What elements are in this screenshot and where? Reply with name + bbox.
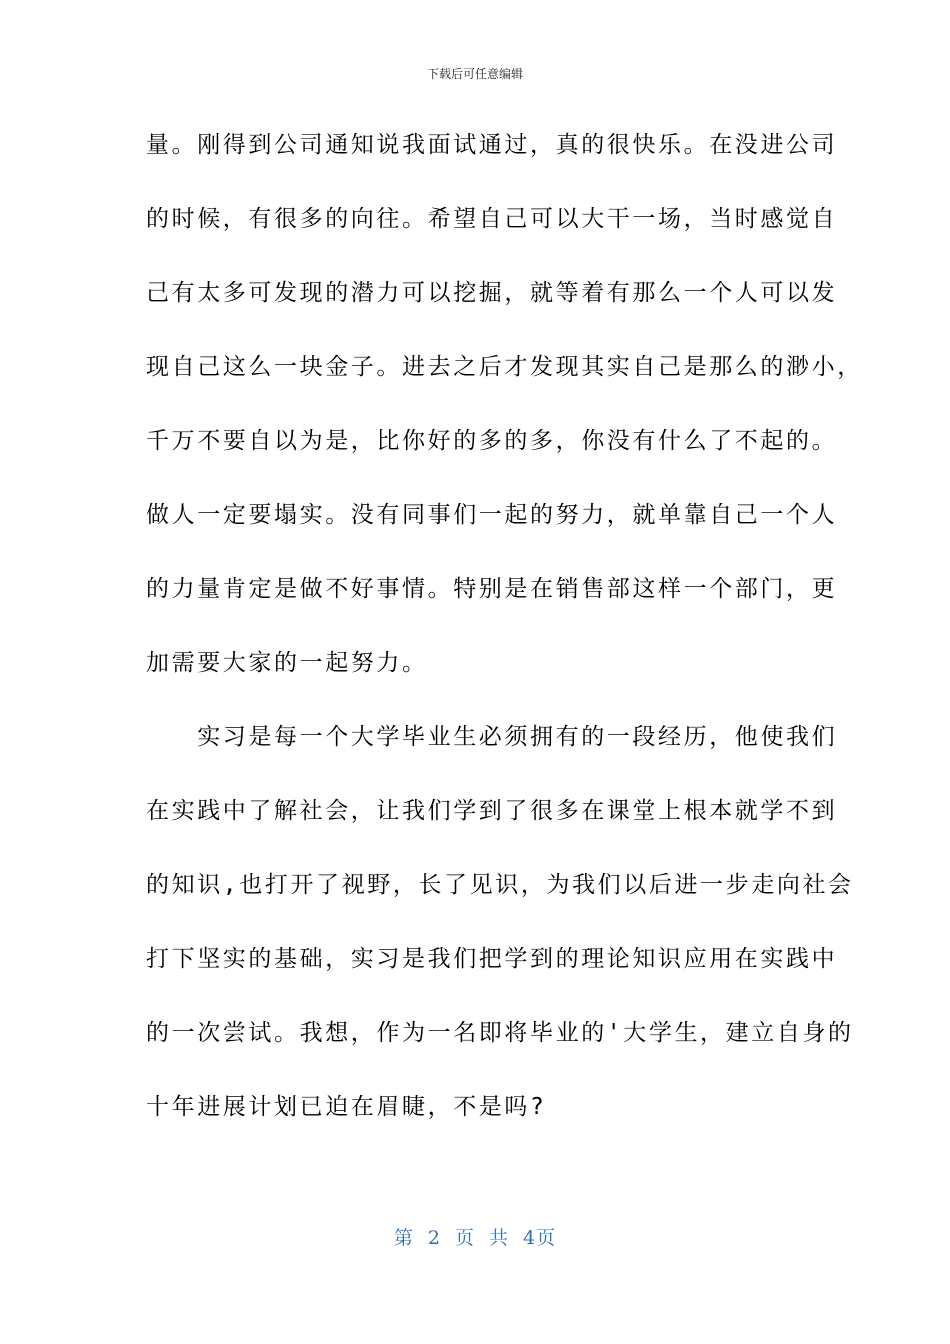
text-line: 的时候，有很多的向往。希望自己可以大干一场，当时感觉自 [146,206,838,232]
text-line: 的一次尝试。我想，作为一名即将毕业的'大学生，建立自身的 [146,1020,854,1046]
text-line: 实习是每一个大学毕业生必须拥有的一段经历，他使我们 [146,724,838,750]
total-label: 共 [489,1227,510,1249]
page-label: 页 [454,1227,475,1249]
text-line: 千万不要自以为是，比你好的多的多，你没有什么了不起的。 [146,428,838,454]
page-header: 下载后可任意编辑 [426,67,523,81]
text-line: 十年进展计划已迫在眉睫，不是吗? [146,1094,547,1120]
body-text [146,108,863,1144]
page-footer [0,1224,950,1252]
page-prefix: 第 [393,1227,414,1249]
text-line: 加需要大家的一起努力。 [146,650,428,676]
text-line: 的力量肯定是做不好事情。特别是在销售部这样一个部门，更 [146,576,838,602]
text-line: 在实践中了解社会，让我们学到了很多在课堂上根本就学不到 [146,798,838,824]
text-line: 的知识,也打开了视野，长了见识，为我们以后进一步走向社会 [146,872,854,898]
text-line: 现自己这么一块金子。进去之后才发现其实自己是那么的渺小， [146,354,863,380]
current-page-number: 2 [427,1227,441,1249]
text-line: 己有太多可发现的潜力可以挖掘，就等着有那么一个人可以发 [146,280,838,306]
total-pages: 4页 [523,1227,557,1249]
text-line: 量。刚得到公司通知说我面试通过，真的很快乐。在没进公司 [146,132,838,158]
text-line: 打下坚实的基础，实习是我们把学到的理论知识应用在实践中 [146,946,838,972]
text-line: 做人一定要塌实。没有同事们一起的努力，就单靠自己一个人 [146,502,838,528]
